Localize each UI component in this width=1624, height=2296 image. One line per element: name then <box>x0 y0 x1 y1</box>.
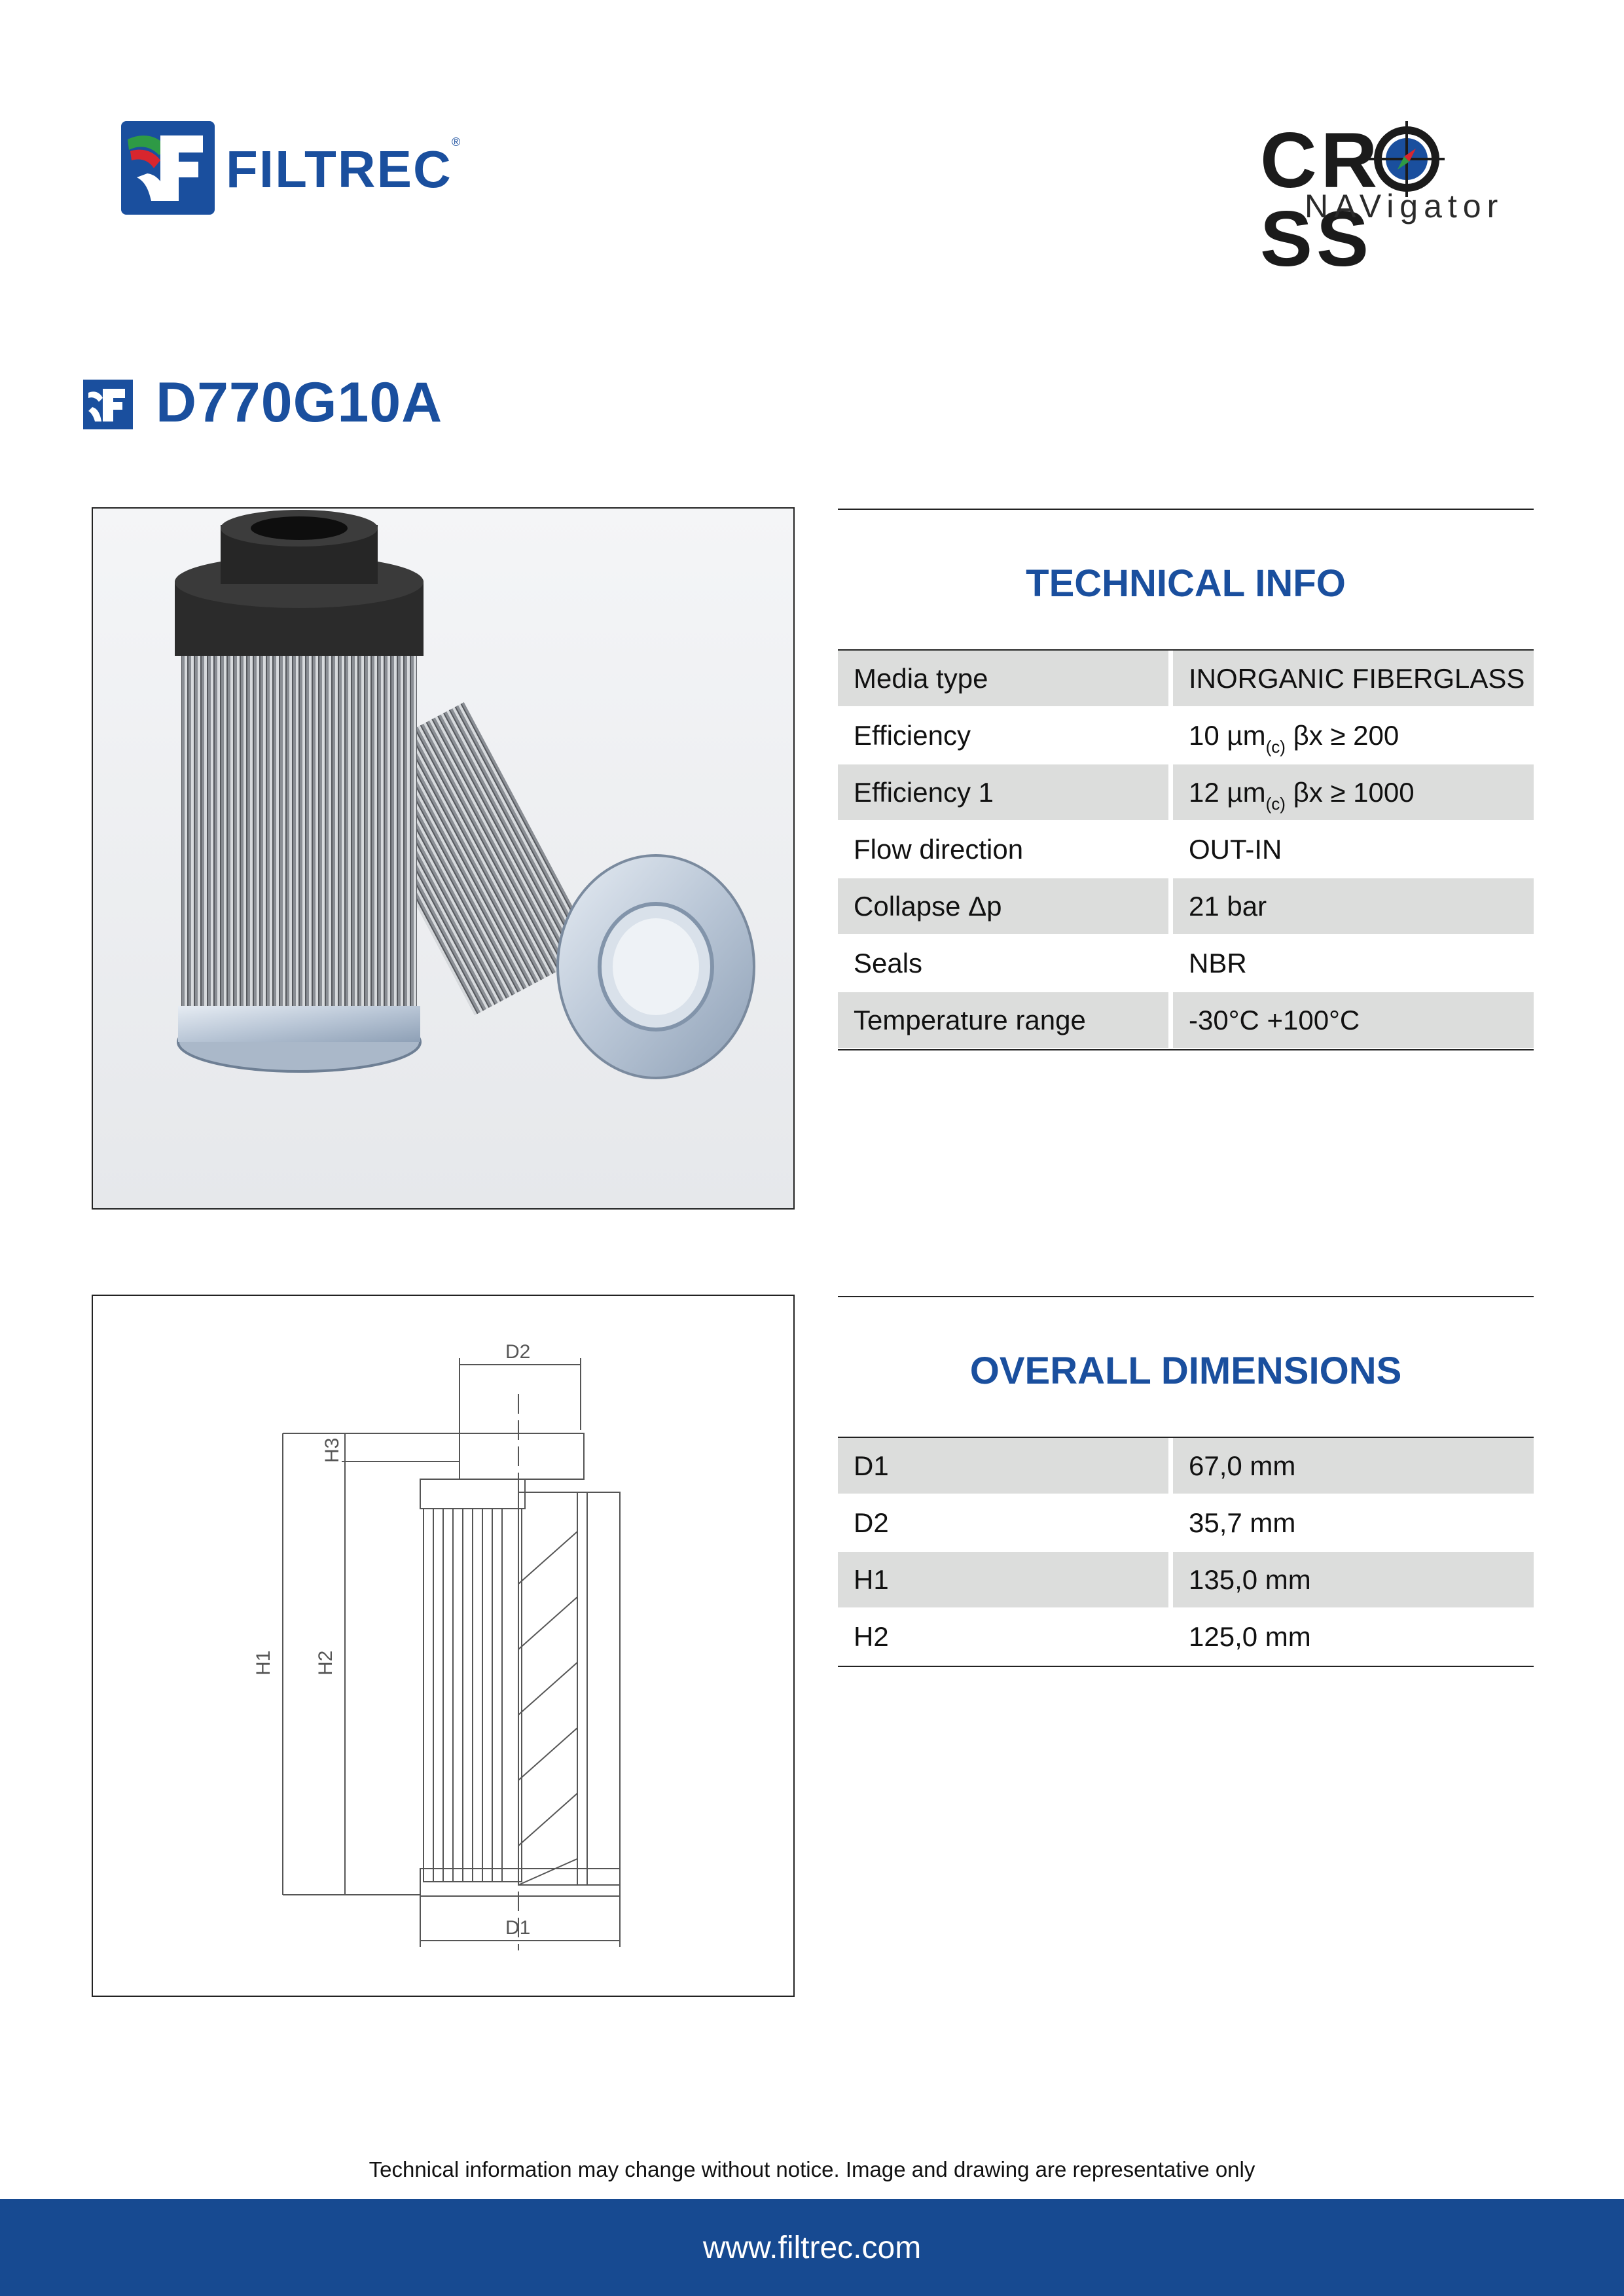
cross-logo-word: CRSS <box>1260 117 1382 283</box>
row-label: Temperature range <box>838 992 1168 1048</box>
row-label: D1 <box>838 1438 1168 1494</box>
filtrec-logo-mark-icon <box>121 121 215 215</box>
row-label: Media type <box>838 651 1168 706</box>
table-row <box>838 821 1534 878</box>
overall-dimensions-table <box>838 1437 1534 1667</box>
row-label: Seals <box>854 948 923 978</box>
product-code: D770G10A <box>156 371 443 434</box>
overall-dimensions-heading: OVERALL DIMENSIONS <box>969 1350 1402 1392</box>
label-h2: H2 <box>315 1650 336 1676</box>
technical-info-section <box>838 509 1534 1052</box>
website-link[interactable]: www.filtrec.com <box>702 2231 922 2265</box>
label-d2: D2 <box>505 1341 531 1363</box>
table-row <box>838 1609 1534 1666</box>
section-divider <box>838 509 1534 510</box>
filter-element-photo <box>93 509 793 1208</box>
filtrec-logo <box>121 121 468 216</box>
row-value: -30°C +100°C <box>1173 992 1534 1048</box>
table-row <box>838 708 1534 764</box>
row-value: 12 µm$_{(c)}$ βx ≥ 1000 <box>1173 764 1534 820</box>
row-label: Efficiency <box>854 720 971 751</box>
technical-drawing <box>92 1295 795 1997</box>
table-row <box>838 1495 1534 1552</box>
label-h3: H3 <box>321 1437 343 1463</box>
dimension-drawing <box>93 1296 793 1996</box>
row-label: H2 <box>854 1621 889 1652</box>
row-value: 125,0 mm <box>1189 1621 1311 1652</box>
filtrec-mark-small-icon <box>83 380 133 429</box>
row-label: H1 <box>838 1552 1168 1607</box>
row-value: 135,0 mm <box>1173 1552 1534 1607</box>
technical-info-table <box>838 649 1534 1050</box>
label-d1: D1 <box>505 1917 531 1939</box>
label-h1: H1 <box>253 1650 274 1676</box>
product-photo <box>92 507 795 1210</box>
table-row <box>838 878 1534 935</box>
compass-icon <box>1367 118 1446 197</box>
row-label: Collapse Δp <box>838 878 1168 934</box>
brand-name: FILTREC <box>226 140 452 198</box>
technical-info-heading: TECHNICAL INFO <box>1026 562 1346 605</box>
row-label: Flow direction <box>854 834 1024 865</box>
row-label: Efficiency 1 <box>838 764 1168 820</box>
section-divider <box>838 1296 1534 1297</box>
row-label: D2 <box>854 1507 889 1538</box>
table-row <box>838 1552 1534 1609</box>
registered-mark: ® <box>452 135 461 149</box>
table-bottom-rule <box>838 1049 1534 1050</box>
overall-dimensions-section <box>838 1296 1534 1676</box>
navigator-word: NAVigator <box>1305 188 1504 224</box>
row-value: INORGANIC FIBERGLASS <box>1173 651 1534 706</box>
table-row <box>838 935 1534 992</box>
table-bottom-rule <box>838 1666 1534 1667</box>
row-value: 21 bar <box>1173 878 1534 934</box>
row-value: NBR <box>1189 948 1247 978</box>
cross-navigator-logo <box>1260 117 1509 283</box>
table-row <box>838 651 1534 708</box>
table-row <box>838 992 1534 1049</box>
disclaimer-text: Technical information may change without notice. Image and drawing are representative only <box>369 2157 1255 2181</box>
row-value: 67,0 mm <box>1173 1438 1534 1494</box>
row-value: OUT-IN <box>1189 834 1282 865</box>
footer-band <box>0 2199 1624 2296</box>
table-row <box>838 764 1534 821</box>
row-value: 10 µm$_{(c)}$ βx ≥ 200 <box>1189 720 1399 757</box>
row-value: 35,7 mm <box>1189 1507 1296 1538</box>
table-row <box>838 1438 1534 1495</box>
